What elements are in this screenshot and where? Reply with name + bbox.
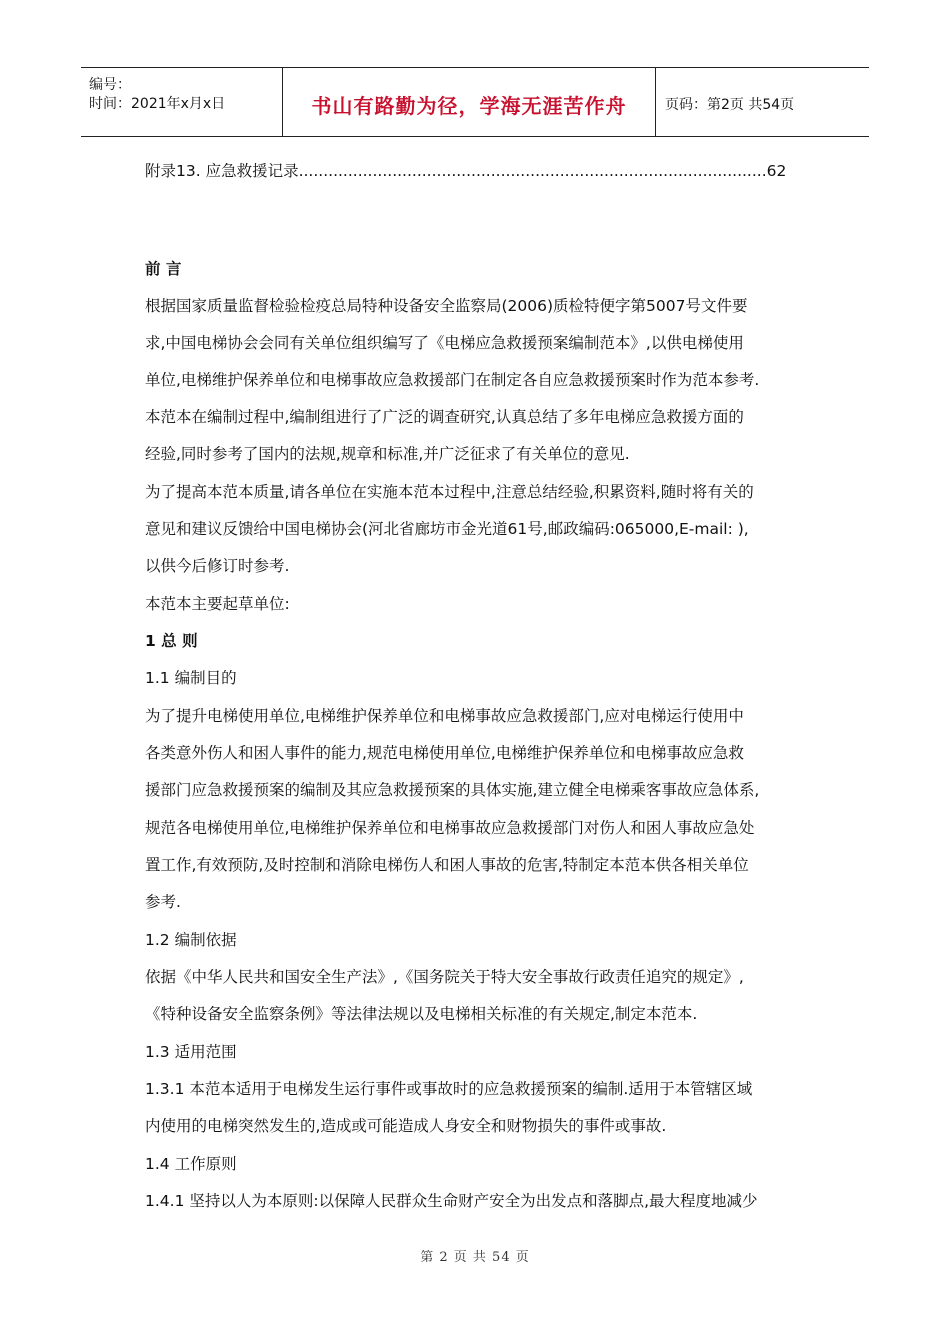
body-line: 置工作,有效预防,及时控制和消除电梯伤人和困人事故的危害,特制定本范本供各相关单位 — [145, 856, 749, 874]
body-line: 规范各电梯使用单位,电梯维护保养单位和电梯事故应急救援部门对伤人和困人事故应急处 — [145, 819, 755, 837]
body-line: 本范本主要起草单位: — [145, 595, 290, 613]
header-page-cell — [655, 68, 869, 136]
body-line: 求,中国电梯协会会同有关单位组织编写了《电梯应急救援预案编制范本》,以供电梯使用 — [145, 334, 744, 352]
body-line: 1.3.1 本范本适用于电梯发生运行事件或事故时的应急救援预案的编制.适用于本管辖区域 — [145, 1080, 753, 1098]
toc-entry[interactable] — [145, 161, 787, 181]
doc-number-label: 编号： — [89, 77, 131, 93]
body-line: 参考. — [145, 893, 181, 911]
toc-leader-dots: ............................................................................................... — [298, 162, 767, 180]
subsection-heading: 1.4 工作原则 — [145, 1155, 237, 1173]
body-line: 为了提高本范本质量,请各单位在实施本范本过程中,注意总结经验,积累资料,随时将有关的 — [145, 483, 754, 501]
body-line: 本范本在编制过程中,编制组进行了广泛的调查研究,认真总结了多年电梯应急救援方面的 — [145, 408, 744, 426]
subsection-heading: 1.1 编制目的 — [145, 669, 237, 687]
header-page-code: 页码：第2页 共54页 — [665, 97, 795, 113]
body-line: 援部门应急救援预案的编制及其应急救援预案的具体实施,建立健全电梯乘客事故应急体系, — [145, 781, 760, 799]
subsection-heading: 1.2 编制依据 — [145, 931, 237, 949]
header-motto: 书山有路勤为径，学海无涯苦作舟 — [311, 94, 627, 118]
body-line: 单位,电梯维护保养单位和电梯事故应急救援部门在制定各自应急救援预案时作为范本参考. — [145, 371, 760, 389]
subsection-heading: 1.3 适用范围 — [145, 1043, 237, 1061]
toc-entry-page: 62 — [766, 162, 787, 180]
preface-heading: 前 言 — [145, 260, 182, 278]
page-header — [81, 67, 869, 137]
doc-date-label: 时间：2021年x月x日 — [89, 96, 226, 112]
body-line: 各类意外伤人和困人事件的能力,规范电梯使用单位,电梯维护保养单位和电梯事故应急救 — [145, 744, 744, 762]
section-heading: 1 总 则 — [145, 632, 198, 650]
body-line: 《特种设备安全监察条例》等法律法规以及电梯相关标准的有关规定,制定本范本. — [145, 1005, 698, 1023]
toc-entry-label: 附录13. 应急救援记录 — [145, 162, 299, 180]
body-line: 1.4.1 坚持以人为本原则:以保障人民群众生命财产安全为出发点和落脚点,最大程度地减少 — [145, 1192, 758, 1210]
body-line: 依据《中华人民共和国安全生产法》,《国务院关于特大安全事故行政责任追究的规定》, — [145, 968, 744, 986]
body-line: 内使用的电梯突然发生的,造成或可能造成人身安全和财物损失的事件或事故. — [145, 1117, 667, 1135]
page-footer: 第 2 页 共 54 页 — [420, 1250, 530, 1265]
body-line: 以供今后修订时参考. — [145, 557, 290, 575]
header-left-cell — [81, 68, 282, 136]
body-line: 意见和建议反馈给中国电梯协会(河北省廊坊市金光道61号,邮政编码:065000,E-mail: ), — [145, 520, 749, 538]
body-line: 经验,同时参考了国内的法规,规章和标准,并广泛征求了有关单位的意见. — [145, 445, 630, 463]
body-line: 根据国家质量监督检验检疫总局特种设备安全监察局(2006)质检特便字第5007号文件要 — [145, 297, 748, 315]
header-motto-cell — [282, 68, 656, 136]
body-line: 为了提升电梯使用单位,电梯维护保养单位和电梯事故应急救援部门,应对电梯运行使用中 — [145, 707, 744, 725]
